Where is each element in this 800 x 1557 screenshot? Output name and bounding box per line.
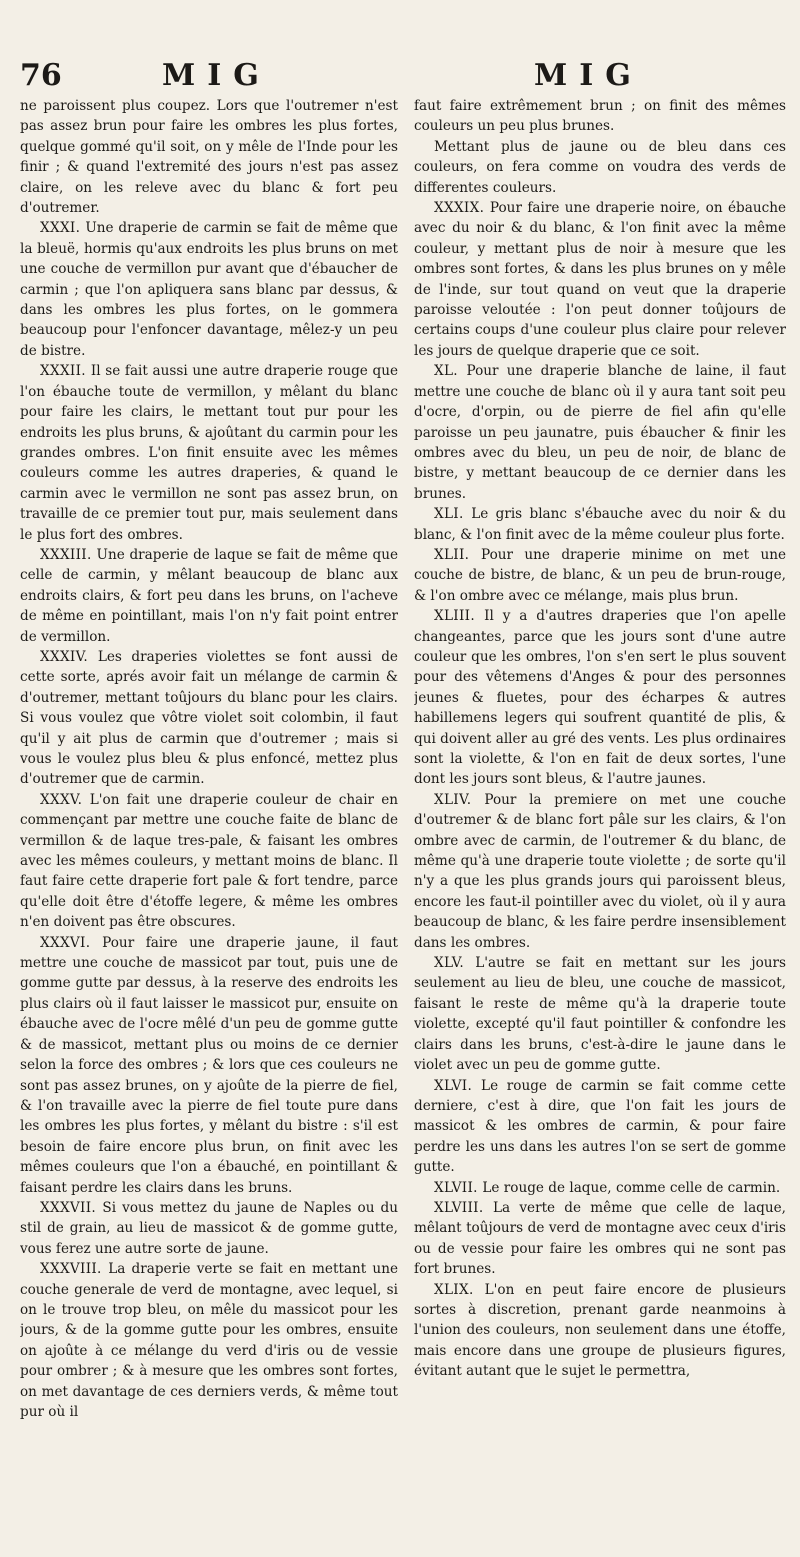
paragraph	[414, 953, 786, 1075]
article-number: XLIX.	[434, 1281, 485, 1298]
article-number: XXXIII.	[40, 546, 97, 563]
paragraph	[20, 647, 398, 790]
paragraph	[20, 545, 398, 647]
paragraph	[20, 361, 398, 545]
paragraph-text: ne paroissent plus coupez. Lors que l'outremer n'est pas assez brun pour faire les ombres les plus fortes, quelque gommé qu'il soit, on y mêle de l'Inde pour les finir ; & quand l'extremité des jours n'est pas assez claire, on les releve avec du blanc & fort peu d'outremer.	[20, 98, 398, 217]
paragraph	[414, 1178, 786, 1198]
paragraph	[20, 218, 398, 361]
paragraph	[20, 1198, 398, 1259]
paragraph	[414, 1198, 786, 1280]
paragraph-text: Une draperie de carmin se fait de même que la bleuë, hormis qu'aux endroits les plus bruns on met une couche de vermillon pur avant que d'ébaucher de carmin ; que l'on apliquera sans blanc par dessus, & dans les ombres les plus fortes, on le gommera beaucoup pour l'enfoncer davantage, mêlez-y un peu de bistre.	[20, 220, 398, 359]
running-head-right: MIG	[534, 58, 643, 93]
article-number: XLVIII.	[434, 1199, 493, 1216]
article-number: XXXII.	[40, 363, 91, 380]
paragraph-text: La draperie verte se fait en mettant une couche generale de verd de montagne, avec lequel, si on le trouve trop bleu, on mêle du massicot pour les jours, & de la gomme gutte pour les ombres, ensuite on ajoûte à ce mélange du verd d'iris ou de vessie pour ombrer ; & à mesure que les ombres sont fortes, on met davantage de ces derniers verds, & même tout pur où il	[20, 1261, 398, 1420]
paragraph-text: Une draperie de laque se fait de même que celle de carmin, y mêlant beaucoup de blanc aux endroits clairs, & fort peu dans les bruns, on l'acheve de même en pointillant, mais l'on n'y fait point entrer de vermillon.	[20, 546, 398, 645]
paragraph-text: Le gris blanc s'ébauche avec du noir & du blanc, & l'on finit avec de la même couleur plus forte.	[414, 506, 786, 543]
paragraph-text: faut faire extrêmement brun ; on finit des mêmes couleurs un peu plus brunes.	[414, 98, 786, 135]
left-column	[20, 96, 398, 1546]
paragraph	[20, 96, 398, 218]
article-number: XLI.	[434, 506, 472, 523]
paragraph	[414, 545, 786, 606]
running-head-left: MIG	[162, 58, 271, 93]
article-number: XLIV.	[434, 791, 485, 808]
paragraph-text: Le rouge de carmin se fait comme cette derniere, c'est à dire, que l'on fait les jours de massicot & les ombres de carmin, & pour faire perdre les uns dans les autres l'on se sert de gomme gutte.	[414, 1077, 786, 1176]
paragraph	[414, 606, 786, 790]
paragraph-text: L'autre se fait en mettant sur les jours seulement au lieu de bleu, une couche de massicot, faisant le reste de même qu'à la draperie toute violette, excepté qu'il faut pointiller & confondre les clairs dans les bruns, c'est-à-dire le jaune dans le violet avec un peu de gomme gutte.	[414, 955, 786, 1074]
paragraph	[414, 504, 786, 545]
right-column	[414, 96, 786, 1546]
article-number: XLVI.	[434, 1077, 482, 1094]
article-number: XXXVI.	[40, 934, 103, 951]
paragraph	[414, 790, 786, 953]
paragraph-text: Pour faire une draperie jaune, il faut mettre une couche de massicot par tout, puis une de gomme gutte par dessus, à la reserve des endroits les plus clairs où il faut laisser le massicot pur, ensuite on ébauche avec de l'ocre mêlé d'un peu de gomme gutte & de massicot, mettant plus ou moins de ce dernier selon la force des ombres ; & lors que ces couleurs ne sont pas assez brunes, on y ajoûte de la pierre de fiel, & l'on travaille avec la pierre de fiel toute pure dans les ombres les plus fortes, y mêlant du bistre : s'il est besoin de faire encore plus brun, on finit avec les mêmes couleurs que l'on a ébauché, en pointillant & faisant perdre les clairs dans les bruns.	[20, 934, 398, 1196]
paragraph	[414, 1280, 786, 1382]
article-number: XLV.	[434, 955, 476, 972]
paragraph-text: La verte de même que celle de laque, mêlant toûjours de verd de montagne avec ceux d'iris ou de vessie pour faire les ombres qui ne sont pas fort brunes.	[414, 1199, 786, 1278]
article-number: XLVII.	[434, 1179, 483, 1196]
article-number: XXXV.	[40, 791, 90, 808]
article-number: XL.	[434, 363, 467, 380]
article-number: XXXVII.	[40, 1199, 103, 1216]
paragraph	[414, 96, 786, 137]
paragraph-text: Pour la premiere on met une couche d'outremer & de blanc fort pâle sur les clairs, & l'on ombre avec de carmin, de l'outremer & du blanc, de même qu'à une draperie toute violette ; de sorte qu'il n'y a que les plus grands jours qui paroissent bleus, encore les faut-il pointiller avec du violet, où il y aura beaucoup de blanc, & les faire perdre insensiblement dans les ombres.	[414, 791, 786, 951]
page-number: 76	[20, 58, 62, 93]
article-number: XLIII.	[434, 608, 485, 625]
paragraph	[20, 1259, 398, 1422]
article-number: XXXVIII.	[40, 1261, 109, 1278]
paragraph	[414, 361, 786, 504]
paragraph-text: Pour faire une draperie noire, on ébauche avec du noir & du blanc, & l'on finit avec la même couleur, y mettant plus de noir à mesure que les ombres sont fortes, & dans les plus brunes on y mêle de l'inde, sur tout quand on veut que la draperie paroisse veloutée : l'on peut donner toûjours de certains coups d'une couleur plus claire pour relever les jours de quelque draperie que ce soit.	[414, 200, 786, 359]
paragraph	[20, 933, 398, 1198]
paragraph-text: Il se fait aussi une autre draperie rouge que l'on ébauche toute de vermillon, y mêlant du blanc pour faire les clairs, le mettant tout pur pour les endroits les plus bruns, & ajoûtant du carmin pour les grandes ombres. L'on finit ensuite avec les mêmes couleurs comme les autres draperies, & quand le carmin avec le vermillon ne sont pas assez brun, on travaille de ce premier tout pur, mais seulement dans le plus fort des ombres.	[20, 363, 398, 543]
paragraph-text: Mettant plus de jaune ou de bleu dans ces couleurs, on fera comme on voudra des verds de differentes couleurs.	[414, 138, 786, 196]
article-number: XXXI.	[40, 220, 86, 237]
paragraph	[414, 137, 786, 198]
paragraph	[414, 198, 786, 361]
paragraph-text: Il y a d'autres draperies que l'on apelle changeantes, parce que les jours sont d'une autre couleur que les ombres, l'on s'en sert le plus souvent pour des vêtemens d'Anges & pour des personnes jeunes & fluetes, pour des écharpes & autres habillemens legers qui soufrent quantité de plis, & qui doivent aller au gré des vents. Les plus ordinaires sont la violette, & l'on en fait de deux sortes, l'une dont les jours sont bleus, & l'autre jaunes.	[414, 608, 786, 788]
paragraph-text: Pour une draperie minime on met une couche de bistre, de blanc, & un peu de brun-rouge, & l'on ombre avec ce mélange, mais plus brun.	[414, 546, 786, 604]
paragraph	[20, 790, 398, 933]
paragraph-text: Pour une draperie blanche de laine, il faut mettre une couche de blanc où il y aura tant soit peu d'ocre, d'orpin, ou de pierre de fiel afin qu'elle paroisse un peu jaunatre, puis ébaucher & finir les ombres avec du bleu, un peu de noir, de blanc de bistre, y mettant beaucoup de ce dernier dans les brunes.	[414, 363, 786, 502]
paragraph-text: Si vous mettez du jaune de Naples ou du stil de grain, au lieu de massicot & de gomme gutte, vous ferez une autre sorte de jaune.	[20, 1199, 398, 1257]
article-number: XLII.	[434, 546, 481, 563]
paragraph-text: L'on fait une draperie couleur de chair en commençant par mettre une couche faite de blanc de vermillon & de laque tres-pale, & faisant les ombres avec les mêmes couleurs, y mettant moins de blanc. Il faut faire cette draperie fort pale & fort tendre, parce qu'elle doit être d'étoffe legere, & même les ombres n'en doivent pas être obscures.	[20, 791, 398, 931]
paragraph-text: Les draperies violettes se font aussi de cette sorte, aprés avoir fait un mélange de carmin & d'outremer, mettant toûjours du blanc pour les clairs. Si vous voulez que vôtre violet soit colombin, il faut qu'il y ait plus de carmin que d'outremer ; mais si vous le voulez plus bleu & plus enfoncé, mettez plus d'outremer que de carmin.	[20, 648, 398, 788]
paragraph	[414, 1076, 786, 1178]
paragraph-text: L'on en peut faire encore de plusieurs sortes à discretion, prenant garde neanmoins à l'union des couleurs, non seulement dans une étoffe, mais encore dans une groupe de plusieurs figures, évitant autant que le sujet le permettra,	[414, 1281, 786, 1380]
paragraph-text: Le rouge de laque, comme celle de carmin.	[482, 1179, 781, 1196]
article-number: XXXIX.	[434, 200, 490, 217]
article-number: XXXIV.	[40, 648, 98, 665]
